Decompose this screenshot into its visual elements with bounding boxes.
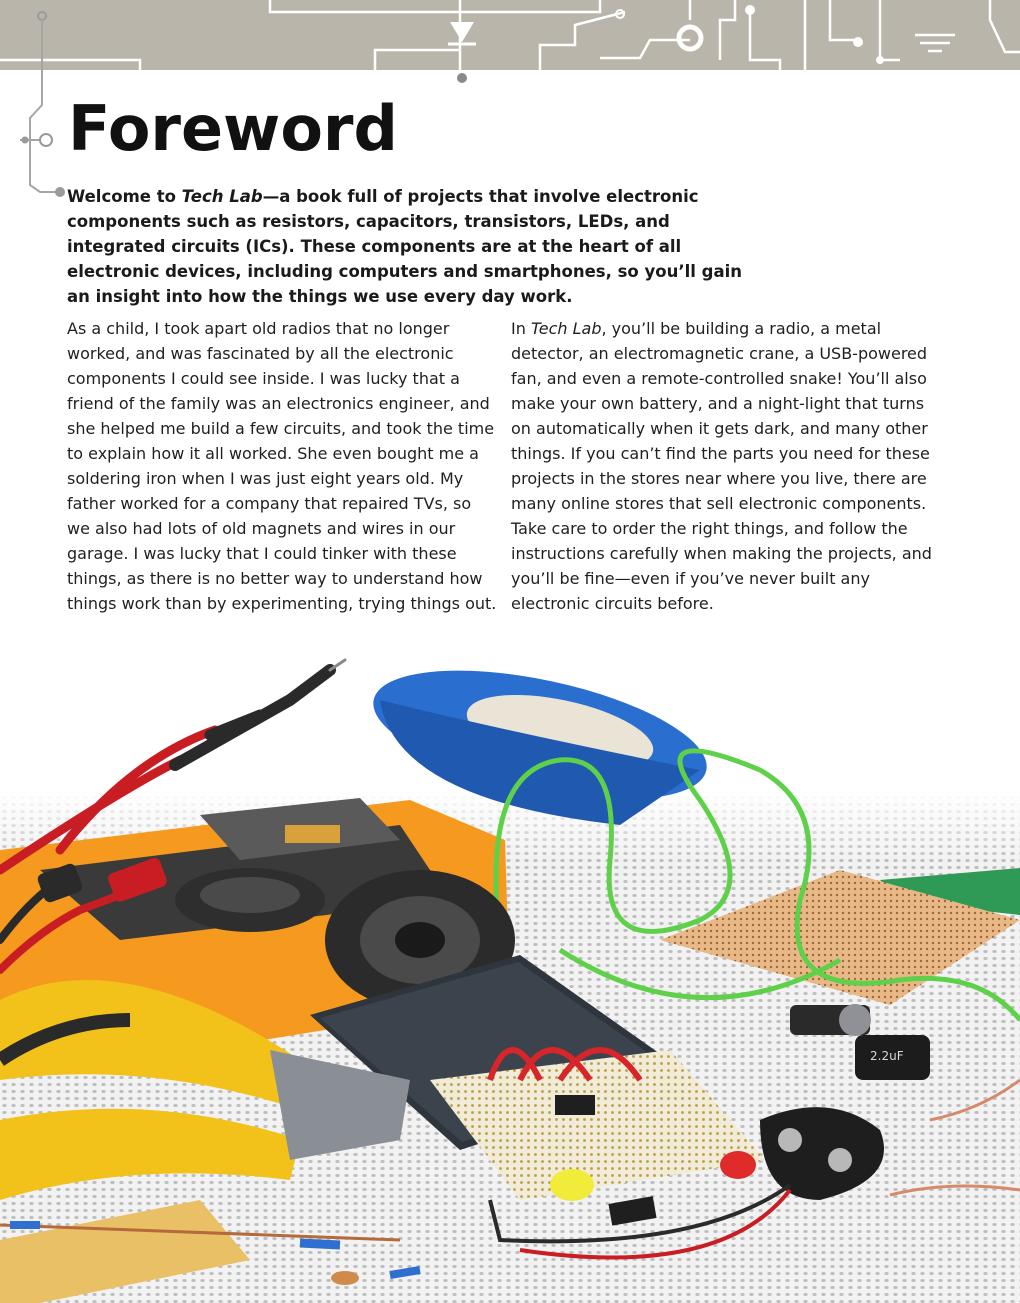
intro-paragraph xyxy=(67,184,767,309)
intro-book-title: Tech Lab xyxy=(181,187,263,206)
right-text: , you’ll be building a radio, a metal detector, an electromagnetic crane, a USB-powered fan, and even a remote-controlled snake! You’ll also make your own battery, and a night-light that turns on automatically when it gets dark, and many other things. If you can’t find the parts you need for these projects in the stores near where you live, there are many online stores that sell electronic components. Take care to order the right things, and follow the instructions carefully when making the projects, and you’ll be fine—even if you’ve never built any electronic circuits before. xyxy=(511,319,932,613)
toggle-switch xyxy=(790,1004,871,1036)
page-title: Foreword xyxy=(68,92,398,165)
intro-prefix: Welcome to xyxy=(67,187,182,206)
yellow-led xyxy=(550,1169,594,1201)
electronics-photo xyxy=(0,640,1020,1303)
right-book-title: Tech Lab xyxy=(530,319,602,338)
right-prefix: In xyxy=(511,319,531,338)
intro-text: —a book full of projects that involve electronic components such as resistors, capacitors, transistors, LEDs, and integrated circuits (ICs). These components are at the heart of all electronic devices, including computers and smartphones, so you’ll gain an insight into how the things we use every day work. xyxy=(67,187,743,306)
red-led xyxy=(720,1151,756,1179)
right-column-paragraph xyxy=(511,316,941,616)
capacitor-label: 2.2uF xyxy=(870,1049,904,1063)
capacitor xyxy=(855,1035,930,1080)
left-column-paragraph: As a child, I took apart old radios that no longer worked, and was fascinated by all the electronic components I could see inside. I was lucky that a friend of the family was an electronics engineer, and she helped me build a few circuits, and took the time to explain how it all worked. She even bought me a soldering iron when I was just eight years old. My father worked for a company that repaired TVs, so we also had lots of old magnets and wires in our garage. I was lucky that I could tinker with these things, as there is no better way to understand how things work than by experimenting, trying things out. xyxy=(67,319,497,613)
